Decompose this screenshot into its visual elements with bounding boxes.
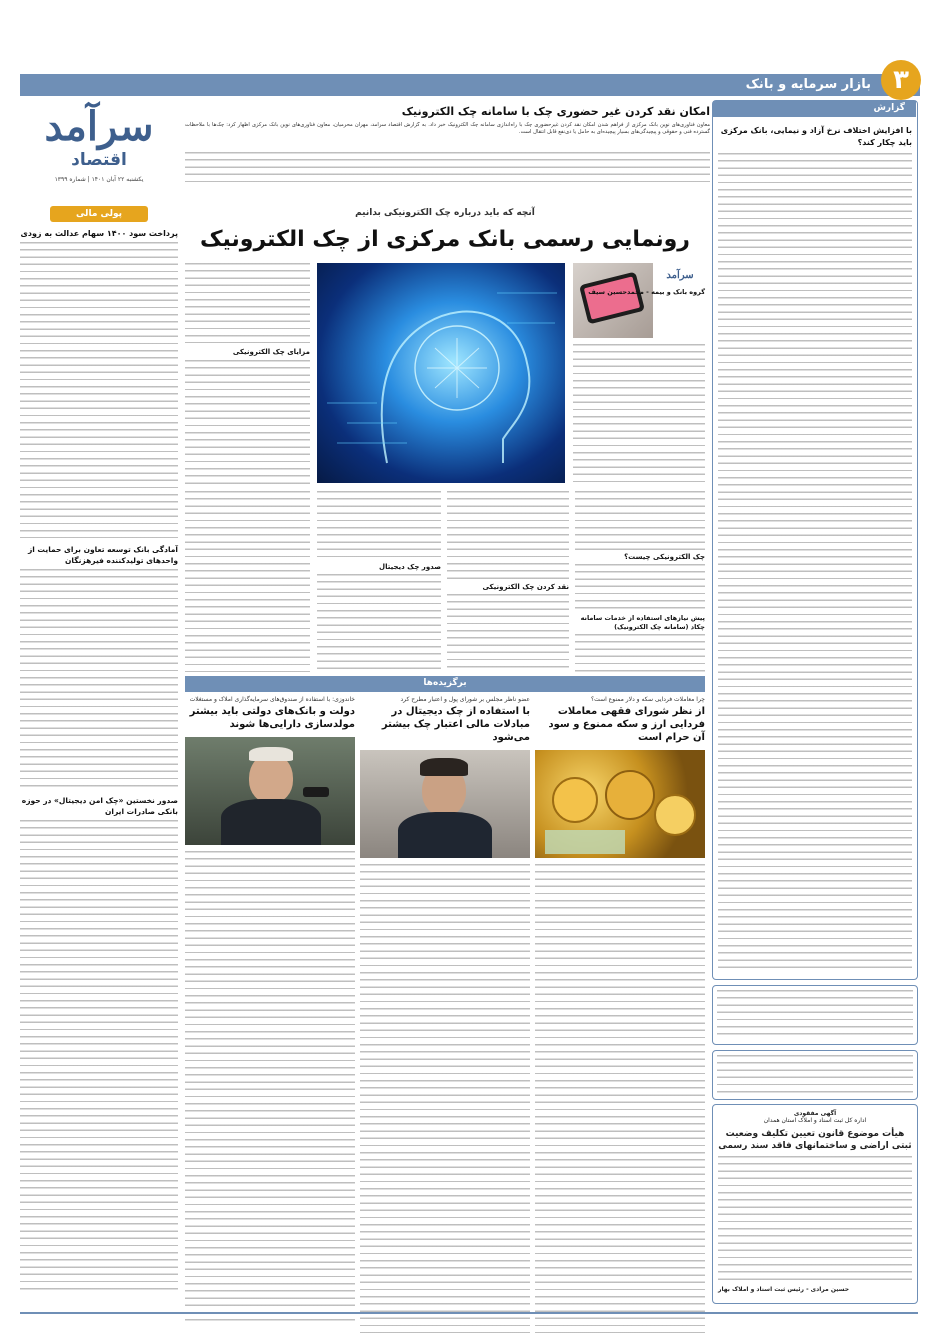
- report-body: [718, 153, 912, 971]
- masthead-logo: [20, 104, 178, 204]
- pick-1-body: [535, 864, 705, 1333]
- page-number-badge: [881, 60, 921, 100]
- pick-3-kicker: خاندوزی: با استفاده از صندوق‌های سرمایه‌گذاری املاک و مستغلات: [189, 696, 355, 703]
- legal-notice-body: [718, 1156, 912, 1284]
- legal-notice-line1: آگهی مفقودی: [793, 1110, 837, 1117]
- small-notice-2: [712, 1050, 918, 1100]
- section-title: بازار سرمایه و بانک: [745, 77, 871, 92]
- main-story-col-1c: [575, 634, 705, 672]
- main-story-subhead-4: نقد کردن چک الکترونیکی: [482, 583, 569, 591]
- main-story-col-2b: [447, 594, 569, 672]
- report-label: گزارش: [873, 103, 905, 113]
- small-notice-2-body: [717, 1055, 913, 1095]
- sidebar-story1-body: [20, 242, 178, 538]
- pick-3-body: [185, 851, 355, 1321]
- main-story-col-1: [575, 491, 705, 551]
- logo-sub: اقتصاد: [71, 150, 127, 170]
- main-story-kicker: آنچه که باید درباره چک الکترونیکی بدانیم: [355, 208, 535, 218]
- main-story-col-3: [317, 491, 441, 561]
- pick-3-headline: دولت و بانک‌های دولتی باید بیشتر مولدسازی دارایی‌ها شوند: [189, 706, 355, 730]
- legal-notice-headline: هیأت موضوع قانون تعیین تکلیف وضعیت ثبتی اراضی و ساختمانهای فاقد سند رسمی: [718, 1129, 912, 1151]
- report-column: [712, 100, 918, 980]
- pick-2-headline: با استفاده از چک دیجیتال در مبادلات مالی اعتبار چک بیشتر می‌شود: [381, 706, 530, 743]
- sidebar-story3-body: [20, 820, 178, 1290]
- main-story-col-4: [185, 491, 310, 672]
- small-notice-1: [712, 985, 918, 1045]
- pick-item-2: [360, 696, 530, 1306]
- sidebar-column: [20, 206, 178, 1306]
- date-line: یکشنبه ۲۲ آبان ۱۴۰۱ | شماره ۱۳۹۹: [54, 176, 144, 183]
- pick-1-headline: از نظر شورای فقهی معاملات فردایی ارز و سکه ممنوع و سود آن حرام است: [548, 706, 705, 743]
- bottom-divider: [20, 1312, 918, 1314]
- main-story-col-left-top: [185, 263, 310, 343]
- main-story-subhead-3: پیش نیازهای استفاده از خدمات سامانه چکاد (سامانه چک الکترونیک): [580, 614, 705, 631]
- ai-head-image: [317, 263, 565, 483]
- pick-2-body: [360, 864, 530, 1333]
- coins-icon: [535, 750, 705, 858]
- legal-notice-line2: اداره کل ثبت اسناد و املاک استان همدان: [763, 1117, 867, 1124]
- minister-photo: [185, 737, 355, 845]
- picks-label: برگزیده‌ها: [423, 678, 467, 688]
- main-story-subhead-5: صدور چک دیجیتال: [379, 563, 441, 571]
- page-header: [0, 0, 933, 100]
- main-story-col-2: [447, 491, 569, 581]
- top-story-headline: امکان نقد کردن غیر حضوری چک با سامانه چک الکترونیک: [401, 105, 710, 118]
- legal-notice-footer: حسین مرادی - رئیس ثبت اسناد و املاک بهار: [718, 1286, 850, 1293]
- main-story-col-left-mid: [185, 360, 310, 484]
- pick-2-kicker: عضو ناظر مجلس بر شورای پول و اعتبار مطرح کرد: [400, 696, 530, 703]
- main-story-col-3b: [317, 574, 441, 672]
- top-story: [185, 104, 710, 192]
- circuit-brain-icon: [317, 263, 565, 483]
- main-story-headline: رونمایی رسمی بانک مرکزی از چک الکترونیک: [200, 227, 690, 252]
- top-story-body: [185, 152, 710, 188]
- sidebar-label: پولی مالی: [50, 206, 148, 222]
- main-story-byline: گروه بانک و بیمه - محمدحسین سیف: [588, 288, 705, 296]
- main-story-col-1b: [575, 564, 705, 612]
- sidebar-story2-body: [20, 569, 178, 789]
- sidebar-story2-headline: آمادگی بانک توسعه تعاون برای حمایت از واحدهای تولیدکننده فیرهزنگان: [27, 545, 178, 565]
- top-story-lead: معاون فناوری‌های نوین بانک مرکزی از فراهم شدن امکان نقد کردن غیرحضوری چک با راه‌اندازی سامانه چک الکترونیک خبر داد. به گزارش اقتصاد سرآمد، مهران محرمیان، معاون فناوری‌های نوین بانک مرکزی اظهار کرد: چک‌ها با ملاحظات گسترده فنی و حقوقی و پیچیدگی‌های بسیار پیچیده‌ای به حامل یا ذی‌نفع قابل انتقال است.: [185, 122, 710, 136]
- parliament-member-photo: [360, 750, 530, 858]
- pick-item-3: [185, 696, 355, 1306]
- main-story-col-right-top: [573, 344, 705, 484]
- phone-cheque-image: [573, 263, 653, 338]
- main-story: [185, 208, 705, 673]
- legal-notice: [712, 1104, 918, 1304]
- gold-coins-image: [535, 750, 705, 858]
- report-headline: با افزایش اختلاف نرخ آزاد و نیمایی، بانک مرکزی باید چکار کند؟: [720, 126, 912, 147]
- sidebar-story1-headline: پرداخت سود ۱۴۰۰ سهام عدالت به زودی: [20, 229, 178, 238]
- small-notice-1-body: [717, 990, 913, 1040]
- byline-logo: سرآمد: [666, 270, 694, 281]
- pick-item-1: [535, 696, 705, 1306]
- pick-1-kicker: چرا معاملات فردایی سکه و دلار ممنوع است؟: [591, 696, 705, 703]
- main-story-subhead-1: مزایای چک الکترونیکی: [232, 348, 310, 356]
- logo-main: سرآمد: [44, 103, 154, 150]
- sidebar-story3-headline: صدور نخستین «چک امن دیجیتال» در حوزه بانکی صادرات ایران: [21, 796, 178, 816]
- main-story-subhead-2: چک الکترونیکی چیست؟: [624, 553, 705, 561]
- page-number: ۳: [893, 65, 909, 95]
